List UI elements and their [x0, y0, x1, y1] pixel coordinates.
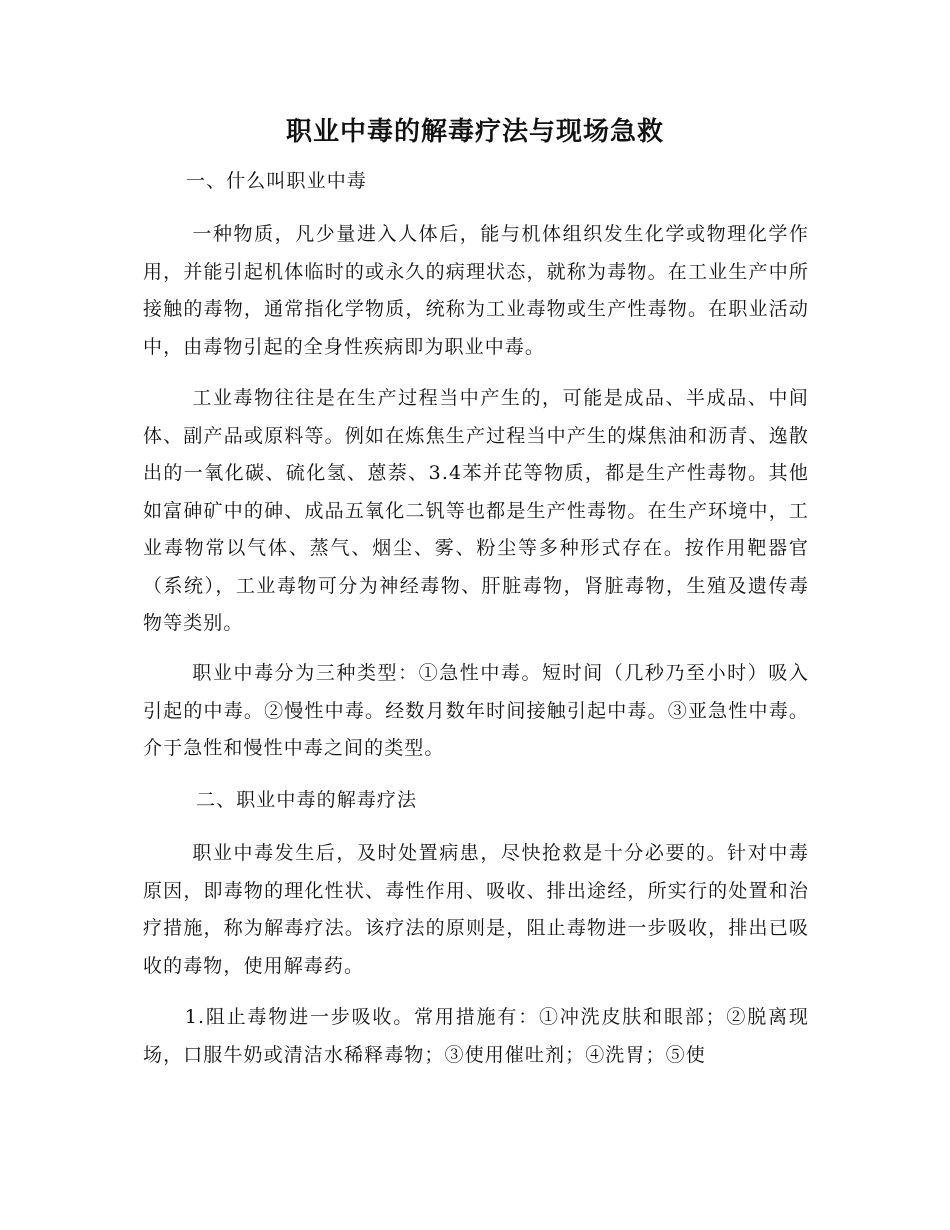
paragraph-1: 一种物质，凡少量进入人体后，能与机体组织发生化学或物理化学作用，并能引起机体临时的或永久的病理状态，就称为毒物。在工业生产中所接触的毒物，通常指化学物质，统称为工业毒物或生产性毒物。在职业活动中，由毒物引起的全身性疾病即为职业中毒。: [143, 223, 809, 358]
section-heading-2: 二、职业中毒的解毒疗法: [196, 789, 418, 811]
document-title: 职业中毒的解毒疗法与现场急救: [285, 117, 664, 147]
paragraph-5: 1.阻止毒物进一步吸收。常用措施有：①冲洗皮肤和眼部；②脱离现场，口服牛奶或清洁水稀释毒物；③使用催吐剂；④洗胃；⑤使: [143, 1006, 809, 1066]
paragraph-3: 职业中毒分为三种类型：①急性中毒。短时间（几秒乃至小时）吸入引起的中毒。②慢性中毒。经数月数年时间接触引起中毒。③亚急性中毒。介于急性和慢性中毒之间的类型。: [143, 662, 809, 759]
section-heading-1: 一、什么叫职业中毒: [186, 170, 367, 192]
paragraph-4: 职业中毒发生后，及时处置病患，尽快抢救是十分必要的。针对中毒原因，即毒物的理化性状、毒性作用、吸收、排出途经，所实行的处置和治疗措施，称为解毒疗法。该疗法的原则是，阻止毒物进一步吸收，排出已吸收的毒物，使用解毒药。: [143, 842, 809, 977]
paragraph-2: 工业毒物往往是在生产过程当中产生的，可能是成品、半成品、中间体、副产品或原料等。例如在炼焦生产过程当中产生的煤焦油和沥青、逸散出的一氧化碳、硫化氢、蒽萘、3.4苯并芘等物质，都是生产性毒物。其他如富砷矿中的砷、成品五氧化二钒等也都是生产性毒物。在生产环境中，工业毒物常以气体、蒸气、烟尘、雾、粉尘等多种形式存在。按作用靶器官（系统），工业毒物可分为神经毒物、肝脏毒物，肾脏毒物，生殖及遗传毒物等类别。: [143, 387, 809, 634]
